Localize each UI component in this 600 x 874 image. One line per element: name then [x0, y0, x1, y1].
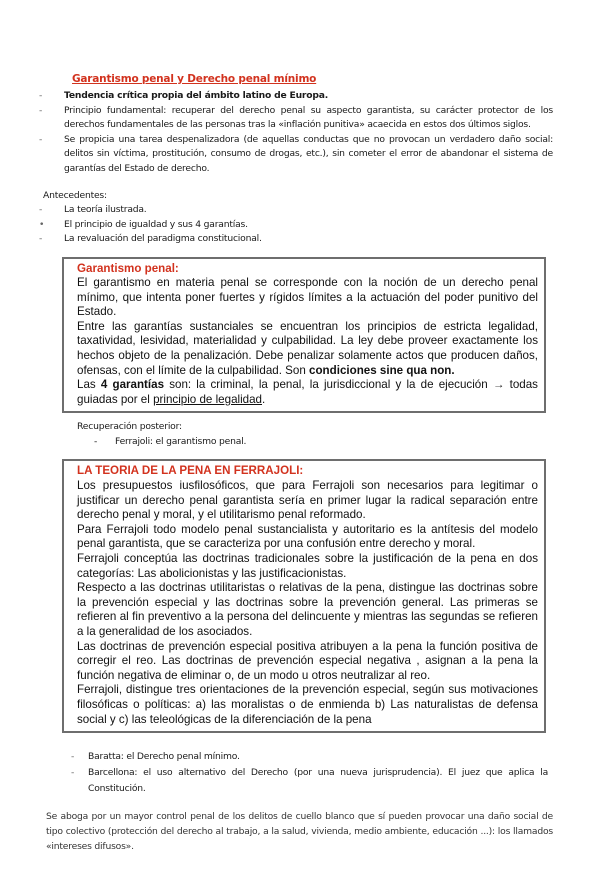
- recuperacion-row: - Ferrajoli: el garantismo penal.: [94, 436, 247, 448]
- list-item: - Baratta: el Derecho penal mínimo.: [71, 751, 240, 763]
- recuperacion-label: Recuperación posterior:: [77, 421, 182, 433]
- intro-list: [39, 89, 553, 176]
- garantismo-box: [62, 257, 546, 414]
- box-paragraph: Para Ferrajoli todo modelo penal sustancialista y autoritario es la antítesis del modelo penal garantista, que se caracteriza por una confusión entre derecho y moral.: [77, 522, 538, 551]
- closing-paragraph: Se aboga por un mayor control penal de los delitos de cuello blanco que sí pueden provocar una daño social de tipo colectivo (protección del derecho al trabajo, a la salud, vivienda, medio ambiente, educación ...): los llamados «intereses difusos».: [46, 811, 553, 853]
- authors-list: [71, 749, 548, 797]
- box-paragraph: Ferrajoli, distingue tres orientaciones de la prevención especial, según sus motivaciones filosóficas o políticas: a) las moralistas o de enmienda b) Las naturalistas de defensa social y c) las teleológicas de la diferenciación de la pena: [77, 683, 538, 726]
- box-paragraph: Respecto a las doctrinas utilitaristas o relativas de la pena, distingue las doctrinas sobre la prevención especial y las doctrinas sobre la prevención general. Las primeras se refieren al fin preventivo a la persona del delincuente y mientras las segundas se refieren a la generalidad de los asociados.: [77, 581, 538, 638]
- box-paragraph: Ferrajoli conceptúa las doctrinas tradicionales sobre la justificación de la pena en dos categorías: Las abolicionistas y las justificacionistas.: [77, 552, 538, 580]
- box-heading: LA TEORIA DE LA PENA EN FERRAJOLI:: [77, 464, 304, 478]
- box-paragraph: Entre las garantías sustanciales se encuentran los principios de estricta legalidad, taxatividad, lesividad, materialidad y culpabilidad. La ley debe proveer exactamente los hechos objeto de la penalización. Debe penalizar solamente actos que producen daños, ofensas, con el límite de la culpabilidad. Son condiciones sine qua non.: [77, 319, 538, 377]
- box-heading: Garantismo penal:: [77, 261, 179, 275]
- box-paragraph: Las 4 garantías son: la criminal, la penal, la jurisdiccional y la de ejecución → todas guiadas por el principio de legalidad.: [77, 378, 538, 406]
- list-item: - La revaluación del paradigma constitucional.: [39, 233, 262, 244]
- list-item: - Principio fundamental: recuperar del derecho penal su aspecto garantista, su carácter protector de los derechos fundamentales de las personas tras la «inflación punitiva» acaecida en estos dos últimos siglos.: [39, 104, 553, 130]
- list-item: - Se propicia una tarea despenalizadora (de aquellas conductas que no provocan un verdadero daño social: delitos sin víctima, prostitución, consumo de drogas, etc.), sin cometer el error de abandonar el sistema de garantías del Estado de derecho.: [39, 133, 553, 174]
- list-item: - Barcellona: el uso alternativo del Derecho (por una nueva jurisprudencia). El juez que aplica la Constitución.: [71, 767, 548, 795]
- antecedentes-label: Antecedentes:: [43, 190, 107, 201]
- recuperacion-item: Ferrajoli: el garantismo penal.: [115, 436, 247, 448]
- list-item: - Tendencia crítica propia del ámbito latino de Europa.: [39, 90, 329, 101]
- box-paragraph: Las doctrinas de prevención especial positiva atribuyen a la pena la función positiva de corregir el reo. Las doctrinas de prevención especial negativa , asignan a la pena la función negativa de eliminar o, de un modo u otros neutralizar al reo.: [77, 639, 538, 682]
- list-item: - La teoría ilustrada.: [39, 204, 147, 215]
- antecedentes-list: [39, 203, 364, 247]
- ferrajoli-box: [62, 459, 546, 733]
- list-item: • El principio de igualdad y sus 4 garantías.: [39, 218, 248, 230]
- box-paragraph: El garantismo en materia penal se corresponde con la noción de un derecho penal mínimo, que intenta poner fuertes y rígidos límites a la actuación del poder punitivo del Estado.: [77, 276, 538, 319]
- box-paragraph: Los presupuestos iusfilosóficos, que para Ferrajoli son necesarios para legitimar o justificar un derecho penal garantista sería en primer lugar la radical separación entre derecho penal y moral, y el utilitarismo penal reformado.: [77, 479, 538, 522]
- page-title: Garantismo penal y Derecho penal mínimo: [72, 73, 317, 85]
